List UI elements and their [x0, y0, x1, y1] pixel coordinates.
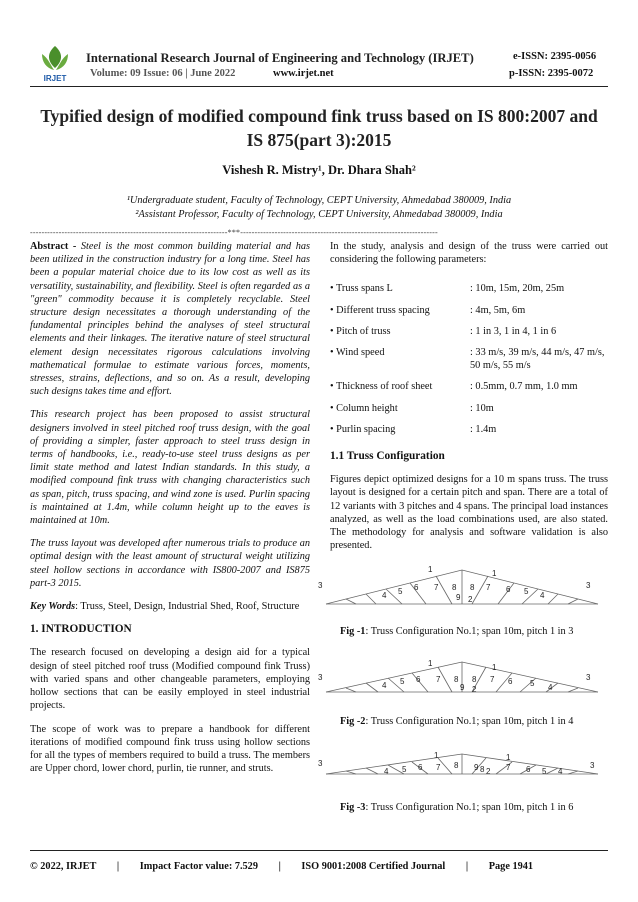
svg-text:7: 7 — [436, 763, 441, 772]
svg-text:4: 4 — [548, 683, 553, 692]
svg-text:4: 4 — [384, 767, 389, 776]
page-header — [0, 0, 638, 92]
parameter-value: : 1.4m — [470, 423, 497, 435]
figure-3-truss-diagram — [316, 738, 608, 794]
parameter-item — [330, 402, 608, 415]
header-divider — [30, 86, 608, 87]
irjet-logo-icon — [36, 44, 74, 84]
p-issn: p-ISSN: 2395-0072 — [509, 68, 594, 79]
figure-1-caption — [340, 626, 573, 637]
svg-text:8: 8 — [452, 583, 457, 592]
abstract-text-1: Steel is the most common building material and has been utilized in the construction industry for a long time. Steel has been a popular material choice due to its low cost as well as its versatility, sustainability, and flexibility. Steel is often regarded as a "green" commodity because it is completely recyclable. Steel structure design necessitates a thorough understanding of the fundamental principles behind the analyses of steel structural elements and their linkages. The iterative nature of steel structural element design necessitates rigorous calculations involving mathematical formulae to estimate various forces, moments, stresses, strains, deflections, and so on. As a result, developing such designs takes time and effort. — [30, 241, 311, 398]
svg-text:1: 1 — [434, 751, 439, 760]
svg-text:3: 3 — [590, 761, 595, 770]
parameter-key: • Truss spans L — [330, 283, 393, 295]
e-issn: e-ISSN: 2395-0056 — [513, 51, 597, 62]
keywords-label: Key Words — [30, 601, 76, 613]
parameter-item — [330, 346, 608, 372]
svg-text:9: 9 — [474, 763, 479, 772]
svg-text:8: 8 — [454, 675, 459, 684]
svg-text:6: 6 — [508, 677, 513, 686]
parameter-value: : 10m — [470, 402, 494, 414]
page-footer — [30, 861, 608, 872]
parameter-item — [330, 380, 608, 393]
figure-2-truss-diagram — [316, 648, 608, 704]
keywords-text: : Truss, Steel, Design, Industrial Shed, Roof, Structure — [75, 601, 300, 613]
parameter-item — [330, 282, 608, 295]
svg-text:1: 1 — [506, 753, 511, 762]
parameter-key: • Different truss spacing — [330, 304, 430, 316]
svg-text:6: 6 — [416, 675, 421, 684]
parameter-key: • Thickness of roof sheet — [330, 381, 433, 393]
journal-title: International Research Journal of Engineering and Technology (IRJET) — [86, 51, 474, 65]
svg-text:7: 7 — [506, 763, 511, 772]
parameter-value: : 1 in 3, 1 in 4, 1 in 6 — [470, 325, 557, 337]
svg-text:6: 6 — [414, 583, 419, 592]
parameter-item — [330, 304, 608, 317]
left-column — [30, 240, 310, 785]
intro-paragraph-2: The scope of work was to prepare a handbook for different iterations of modified compound fink truss using hollow sections for all the types of members required to build a truss. The members are Upper chord, lower chord, purlin, tie runner, and struts. — [30, 723, 310, 775]
parameter-value: : 33 m/s, 39 m/s, 44 m/s, 47 m/s, 50 m/s, 55 m/s — [470, 347, 605, 372]
intro-paragraph-1: The research focused on developing a design aid for a typical design of steel pitched roof truss (Modified compound fink Truss) with varied spans and other changeable parameters, employing hollow sections that can be easily employed in steel industrial projects. — [30, 647, 310, 712]
figure-3-caption-text: : Truss Configuration No.1; span 10m, pitch 1 in 6 — [365, 802, 574, 813]
svg-text:8: 8 — [480, 765, 485, 774]
parameter-key: • Pitch of truss — [330, 325, 391, 337]
footer-copyright: © 2022, IRJET — [30, 861, 97, 872]
parameter-key: • Column height — [330, 402, 398, 414]
svg-text:8: 8 — [470, 583, 475, 592]
parameter-item — [330, 325, 608, 338]
svg-text:5: 5 — [530, 679, 535, 688]
svg-text:1: 1 — [492, 663, 497, 672]
svg-text:9: 9 — [456, 593, 461, 602]
svg-text:5: 5 — [398, 587, 403, 596]
volume-issue: Volume: 09 Issue: 06 | June 2022 — [90, 68, 236, 79]
svg-text:2: 2 — [486, 767, 491, 776]
footer-page-number: Page 1941 — [488, 861, 534, 872]
svg-text:6: 6 — [526, 765, 531, 774]
svg-text:3: 3 — [586, 673, 591, 682]
svg-text:5: 5 — [402, 765, 407, 774]
footer-impact-factor: Impact Factor value: 7.529 — [139, 861, 258, 872]
svg-text:2: 2 — [472, 685, 477, 694]
svg-text:4: 4 — [558, 767, 563, 776]
abstract-label: Abstract - — [30, 241, 77, 252]
svg-text:3: 3 — [586, 581, 591, 590]
truss-configuration-paragraph: Figures depict optimized designs for a 10 m spans truss. The truss layout is designed for a certain pitch and span. There are a total of 12 variants with 3 pitches and 4 spans. The principal load instances analyzed, as well as the load combinations used, are also stated. The methodology for analysis and software validation is also presented. — [330, 474, 608, 552]
footer-iso: ISO 9001:2008 Certified Journal — [301, 861, 446, 872]
figure-1-truss-diagram — [316, 560, 608, 616]
svg-text:1: 1 — [428, 565, 433, 574]
svg-text:6: 6 — [418, 763, 423, 772]
svg-text:7: 7 — [490, 675, 495, 684]
section-heading-truss-configuration: 1.1 Truss Configuration — [330, 450, 445, 463]
svg-text:7: 7 — [434, 583, 439, 592]
figure-1-label: Fig -1 — [340, 626, 366, 637]
footer-divider — [30, 850, 608, 851]
svg-text:7: 7 — [486, 583, 491, 592]
figure-2-caption — [340, 716, 573, 727]
parameter-value: : 4m, 5m, 6m — [470, 304, 526, 316]
svg-text:7: 7 — [436, 675, 441, 684]
parameter-list — [330, 282, 608, 436]
footer-separator: | — [116, 861, 120, 872]
svg-text:9: 9 — [460, 683, 465, 692]
parameter-key: • Purlin spacing — [330, 423, 396, 435]
paper-title: Typified design of modified compound fink truss based on IS 800:2007 and IS 875(part 3):2015 — [40, 106, 598, 150]
figure-2-caption-text: : Truss Configuration No.1; span 10m, pitch 1 in 4 — [365, 716, 574, 727]
svg-text:4: 4 — [382, 591, 387, 600]
affiliation-1: ¹Undergraduate student, Faculty of Technology, CEPT University, Ahmedabad 380009, India — [126, 195, 512, 206]
svg-text:6: 6 — [506, 585, 511, 594]
svg-text:3: 3 — [318, 581, 323, 590]
affiliation-2: ²Assistant Professor, Faculty of Technology, CEPT University, Ahmedabad 380009, India — [135, 209, 503, 220]
svg-text:8: 8 — [472, 675, 477, 684]
keywords — [30, 600, 310, 613]
figure-3-label: Fig -3 — [340, 802, 366, 813]
svg-text:5: 5 — [524, 587, 529, 596]
svg-text:3: 3 — [318, 673, 323, 682]
svg-text:5: 5 — [400, 677, 405, 686]
footer-separator: | — [278, 861, 281, 872]
figure-2-label: Fig -2 — [340, 716, 366, 727]
journal-website-link[interactable]: www.irjet.net — [273, 68, 334, 79]
svg-text:1: 1 — [428, 659, 433, 668]
parameter-key: • Wind speed — [330, 347, 385, 359]
svg-text:3: 3 — [318, 759, 323, 768]
parameter-value: : 0.5mm, 0.7 mm, 1.0 mm — [470, 381, 578, 393]
authors: Vishesh R. Mistry¹, Dr. Dhara Shah² — [222, 163, 416, 177]
svg-text:4: 4 — [382, 681, 387, 690]
abstract-paragraph-3: The truss layout was developed after numerous trials to produce an optimal design with the least amount of structural weight utilizing steel hollow sections in accordance with IS800-2007 and IS875 part-3 2015. — [30, 538, 310, 589]
abstract-paragraph-1 — [30, 240, 310, 398]
parameter-item — [330, 423, 608, 436]
separator-line: ---------------------------------------------------------------------***--------------------------------------------------------------------- — [30, 229, 438, 237]
svg-text:2: 2 — [468, 595, 473, 604]
figure-1-caption-text: : Truss Configuration No.1; span 10m, pitch 1 in 3 — [365, 626, 574, 637]
svg-text:1: 1 — [492, 569, 497, 578]
figure-3-caption — [340, 802, 573, 813]
svg-text:4: 4 — [540, 591, 545, 600]
parameters-intro: In the study, analysis and design of the truss were carried out considering the following parameters: — [330, 241, 608, 266]
svg-text:8: 8 — [454, 761, 459, 770]
section-heading-introduction: 1. INTRODUCTION — [30, 623, 132, 636]
logo-text: IRJET — [43, 74, 67, 83]
svg-text:5: 5 — [542, 767, 547, 776]
abstract-paragraph-2: This research project has been proposed to assist structural designers involved in steel pitched roof truss design, with the goal of providing a simpler, faster approach to steel truss design in terms of handbooks, i.e., ready-to-use steel truss designs as per limit state method and latest Indian standards. In this study, a modified compound fink truss with changing characteristics such as span, pitch, truss spacing, and wind zone is used. Purlin spacing is maintained at 1.4m, while column height up to the eaves is maintained at 10m. — [30, 409, 310, 527]
parameter-value: : 10m, 15m, 20m, 25m — [470, 283, 565, 295]
footer-separator: | — [465, 861, 469, 872]
right-column — [330, 240, 608, 562]
